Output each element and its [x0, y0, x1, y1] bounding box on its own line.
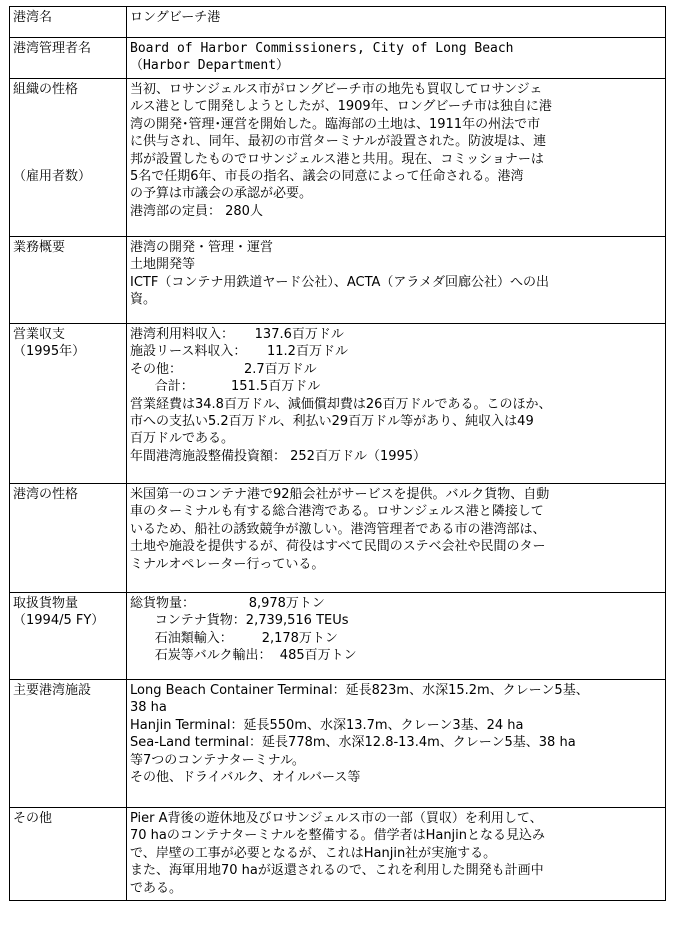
label-cell — [10, 237, 127, 324]
row-port-name — [10, 7, 666, 38]
value-line: ルス港として開発しようとしたが、1909年、ロングビーチ市は独自に港 — [130, 99, 552, 115]
value-line: その他： 2.7百万ドル — [130, 361, 317, 377]
value-cell — [127, 324, 666, 484]
value-line: 百万ドルである。 — [130, 431, 235, 447]
row-label: 業務概要 — [13, 240, 66, 255]
label-cell — [10, 593, 127, 680]
value-line: に供与され、同年、最初の市営ターミナルが設置された。防波堤は、連 — [130, 134, 547, 150]
row-sublabel: （1994/5 FY） — [13, 613, 105, 629]
label-cell — [10, 79, 127, 237]
value-line: ロングビーチ港 — [130, 10, 221, 25]
value-cell — [127, 680, 666, 808]
port-info-table — [9, 6, 666, 901]
row-label: 港湾管理者名 — [13, 41, 92, 56]
value-line: コンテナ貨物：2,739,516 TEUs — [130, 613, 349, 629]
value-cell — [127, 7, 666, 38]
row-label: 営業収支 — [13, 327, 66, 342]
value-line: 施設リース料収入： 11.2百万ドル — [130, 344, 348, 360]
label-cell — [10, 484, 127, 593]
row-sublabel: （雇用者数） — [13, 169, 92, 185]
value-cell — [127, 593, 666, 680]
value-line: の予算は市議会の承認が必要。 — [130, 186, 313, 202]
value-cell — [127, 484, 666, 593]
row-business-overview — [10, 237, 666, 324]
row-label: その他 — [13, 811, 53, 826]
row-label: 取扱貨物量 — [13, 596, 79, 611]
label-cell — [10, 7, 127, 38]
row-cargo-volume — [10, 593, 666, 680]
row-label: 港湾名 — [13, 10, 53, 25]
value-line: また、海軍用地70 haが返還されるので、これを利用した開発も計画中 — [130, 863, 544, 879]
value-line: 70 haのコンテナターミナルを整備する。借学者はHanjinとなる見込み — [130, 828, 546, 844]
value-line: Pier A背後の遊休地及びロサンジェルス市の一部（買収）を利用して、 — [130, 811, 543, 826]
value-line: 石油類輸入： 2,178万トン — [130, 630, 338, 646]
value-line: その他、ドライバルク、オイルバース等 — [130, 770, 361, 786]
value-line: 資。 — [130, 292, 157, 308]
value-line: 市への支払い5.2百万ドル、利払い29百万ドル等があり、純収入は49 — [130, 414, 534, 430]
value-line: 等7つのコンテナターミナル。 — [130, 752, 305, 768]
value-line: Sea-Land terminal：延長778m、水深12.8-13.4m、クレーン5基、38 ha — [130, 735, 576, 751]
value-line: 米国第一のコンテナ港で92船会社がサービスを提供。バルク貨物、自動 — [130, 487, 550, 502]
value-line: （Harbor Department） — [130, 58, 290, 74]
label-cell — [10, 324, 127, 484]
label-cell — [10, 38, 127, 79]
value-line: 港湾利用料収入： 137.6百万ドル — [130, 327, 344, 342]
value-line: いるため、船社の誘致競争が激しい。港湾管理者である市の港湾部は、 — [130, 521, 546, 537]
label-cell — [10, 808, 127, 901]
value-cell — [127, 808, 666, 901]
row-label: 組織の性格 — [13, 82, 79, 97]
value-line: 石炭等バルク輸出： 485百万トン — [130, 648, 357, 664]
value-line: Hanjin Terminal：延長550m、水深13.7m、クレーン3基、24 ha — [130, 717, 524, 733]
value-line: 車のターミナルも有する総合港湾である。ロサンジェルス港と隣接して — [130, 504, 544, 520]
value-line: 当初、ロサンジェルス市がロングビーチ市の地先も買収してロサンジェ — [130, 82, 543, 97]
value-line: 5名で任期6年、市長の指名、議会の同意によって任命される。港湾 — [130, 169, 524, 185]
value-line: 湾の開発･管理･運営を開始した。臨海部の土地は、1911年の州法で市 — [130, 116, 541, 132]
row-label: 主要港湾施設 — [13, 683, 92, 698]
value-line: で、岸壁の工事が必要となるが、これはHanjin社が実施する。 — [130, 845, 497, 861]
row-port-authority — [10, 38, 666, 79]
value-line: 38 ha — [130, 700, 167, 716]
value-line: ミナルオペレーター行っている。 — [130, 556, 325, 572]
value-line: 合計： 151.5百万ドル — [130, 379, 321, 395]
value-line: 土地や施設を提供するが、荷役はすべて民間のステベ会社や民間のター — [130, 539, 546, 555]
value-cell — [127, 38, 666, 79]
row-sublabel: （1995年） — [13, 344, 86, 360]
value-line: 港湾の開発・管理・運営 — [130, 240, 274, 255]
value-line: である。 — [130, 880, 183, 896]
value-cell — [127, 237, 666, 324]
value-line: 土地開発等 — [130, 257, 196, 273]
value-line: Board of Harbor Commissioners, City of Long Beach — [130, 41, 514, 56]
value-line: 港湾部の定員： 280人 — [130, 203, 263, 219]
row-label: 港湾の性格 — [13, 487, 79, 502]
value-line: Long Beach Container Terminal：延長823m、水深15.2m、クレーン5基、 — [130, 683, 589, 698]
value-line: 総貨物量： 8,978万トン — [130, 596, 325, 611]
row-main-facilities — [10, 680, 666, 808]
value-line: 年間港湾施設整備投資額： 252百万ドル（1995） — [130, 448, 427, 464]
label-cell — [10, 680, 127, 808]
row-port-character — [10, 484, 666, 593]
row-operating-income — [10, 324, 666, 484]
row-organization — [10, 79, 666, 237]
row-other — [10, 808, 666, 901]
value-line: 営業経費は34.8百万ドル、減価償却費は26百万ドルである。このほか、 — [130, 396, 552, 412]
value-line: 邦が設置したものでロサンジェルス港と共用。現在、コミッショナーは — [130, 151, 544, 167]
value-cell — [127, 79, 666, 237]
value-line: ICTF（コンテナ用鉄道ヤード公社）、ACTA（アラメダ回廊公社）への出 — [130, 274, 550, 290]
